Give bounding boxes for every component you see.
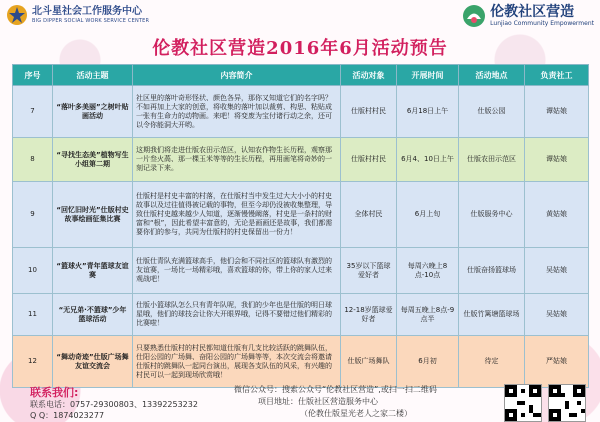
row-theme: “寻找生态美”植物写生小组第二期 [53, 138, 133, 182]
row-time: 6月4、10日上午 [397, 138, 459, 182]
row-no: 11 [13, 294, 53, 336]
contact-qq: Q Q：1874023277 [30, 411, 105, 420]
org-logo [6, 4, 149, 26]
row-worker: 谭姑娘 [525, 138, 589, 182]
row-intro: 仕版小篮球队怎么只有青年队呢，我们的少年也是仕版的明日球星哦，他们的球技会让你大开眼界哦，记得不要错过他们精彩的比赛啦！ [133, 294, 341, 336]
col-header-time: 开展时间 [397, 65, 459, 86]
row-no: 7 [13, 86, 53, 138]
col-header-target: 活动对象 [341, 65, 397, 86]
row-no: 8 [13, 138, 53, 182]
project-address-detail: （伦教仕版星光老人之家二楼） [300, 409, 412, 418]
row-worker: 黄姑娘 [525, 182, 589, 248]
row-place: 待定 [459, 336, 525, 388]
brand-name: 伦教社区营造 [490, 4, 575, 20]
row-place: 仕版公园 [459, 86, 525, 138]
row-intro: 仕版村是村史丰富的村落，在仕版村当中发生过大大小小的村史故事以及过往值得被记载的事物，但至今却仍没被收集整理，导致仕版村史越来越少人知道，逐渐慢慢阚落，村史是一条村的财富和“根”，因此希望丰富意的，无论是画画还是故事，我们都需要你们的参与，共同为仕版村的村史保留出一份力！ [133, 182, 341, 248]
row-time: 每周六晚上8点-10点 [397, 248, 459, 294]
table-row [13, 182, 589, 248]
col-header-theme: 活动主题 [53, 65, 133, 86]
row-theme: “无兄弟·不篮球”少年篮球活动 [53, 294, 133, 336]
table-row [13, 336, 589, 388]
qr-code-icon [548, 384, 586, 422]
wechat-info: 微信公众号：搜索公众号“伦教社区营造”,或扫一扫二维码 [234, 385, 437, 394]
col-header-place: 活动地点 [459, 65, 525, 86]
page-title: 伦教社区营造2016年6月活动预告 [152, 38, 448, 59]
col-header-worker: 负责社工 [525, 65, 589, 86]
row-target: 仕版村村民 [341, 138, 397, 182]
table-row [13, 248, 589, 294]
table-header-row [13, 65, 589, 86]
contact-phone: 联系电话：0757-29300803、13392253232 [30, 400, 198, 409]
row-theme: “回忆旧时光”仕版村史故事绘画征集比赛 [53, 182, 133, 248]
row-no: 9 [13, 182, 53, 248]
row-time: 6月初 [397, 336, 459, 388]
footer [0, 382, 600, 422]
row-theme: “舞动奇迹”仕版广场舞友谊交流会 [53, 336, 133, 388]
row-intro: 社区里的落叶奇形怪状、颜色各异，那你又知道它们的名字吗？不如再加上大家的创意，将收集的落叶加以裁剪、构思、粘贴成一张有生命力的动物画。来吧！将变废为宝付诸行动之余，还可以令你能洞大开哟。 [133, 86, 341, 138]
community-logo-icon [462, 4, 486, 28]
row-target: 12-18岁篮球爱好者 [341, 294, 397, 336]
row-time: 每周五晚上8点-9点半 [397, 294, 459, 336]
table-row [13, 294, 589, 336]
col-header-intro: 内容简介 [133, 65, 341, 86]
row-place: 仕版农田示范区 [459, 138, 525, 182]
table-row [13, 138, 589, 182]
row-intro: 这期我们将走进仕版农田示范区，认知农作物生长历程，观察那一片叁火萵、那一棵玉米等等的生长历程，再用画笔将奇妙的一刻记录下来。 [133, 138, 341, 182]
row-target: 35岁以下篮球爱好者 [341, 248, 397, 294]
row-theme: “落叶多美丽”之树叶贴画活动 [53, 86, 133, 138]
row-worker: 谭姑娘 [525, 86, 589, 138]
star-logo-icon [6, 4, 28, 26]
table-row [13, 86, 589, 138]
row-intro: 仕版仕青队充满篮球高手，他们会和不同社区的篮球队有激烈的友谊赛，一场比一场精彩哦，喜欢篮球的你，带上你的家人过来观战吧！ [133, 248, 341, 294]
col-header-no: 序号 [13, 65, 53, 86]
activity-table [12, 64, 589, 388]
row-time: 6月上旬 [397, 182, 459, 248]
row-target: 仕版村村民 [341, 86, 397, 138]
row-theme: “篮球火”青年篮球友谊赛 [53, 248, 133, 294]
contact-title: 联系我们: [30, 386, 79, 399]
row-no: 10 [13, 248, 53, 294]
row-no: 12 [13, 336, 53, 388]
brand-subtitle: Lunjiao Community Empowerment [490, 20, 594, 27]
row-worker: 严姑娘 [525, 336, 589, 388]
row-worker: 吴姑娘 [525, 294, 589, 336]
row-intro: 只要熟悉仕版村的村民都知道仕版有几支比较活跃的跳舞队伍，仕阳公园的广场舞、奋阳公园的广场舞等等，本次交流会将邀请仕版村的跳舞队一起同台演出，展现各支队伍的风采，有兴趣的村民可以一起到现场欣赏哦！ [133, 336, 341, 388]
row-place: 仕版竹篱塘篮球场 [459, 294, 525, 336]
brand-logo [462, 4, 594, 28]
row-worker: 吴姑娘 [525, 248, 589, 294]
row-time: 6月18日上午 [397, 86, 459, 138]
project-address: 项目地址：仕版社区营造服务中心 [258, 397, 378, 406]
qr-code-icon [504, 384, 542, 422]
row-place: 仕版奋扬篮球场 [459, 248, 525, 294]
row-place: 仕版服务中心 [459, 182, 525, 248]
row-target: 仕版广场舞队 [341, 336, 397, 388]
org-subtitle: BIG DIPPER SOCIAL WORK SERVICE CENTER [32, 17, 150, 24]
row-target: 全体村民 [341, 182, 397, 248]
org-name: 北斗星社会工作服务中心 [32, 5, 142, 17]
